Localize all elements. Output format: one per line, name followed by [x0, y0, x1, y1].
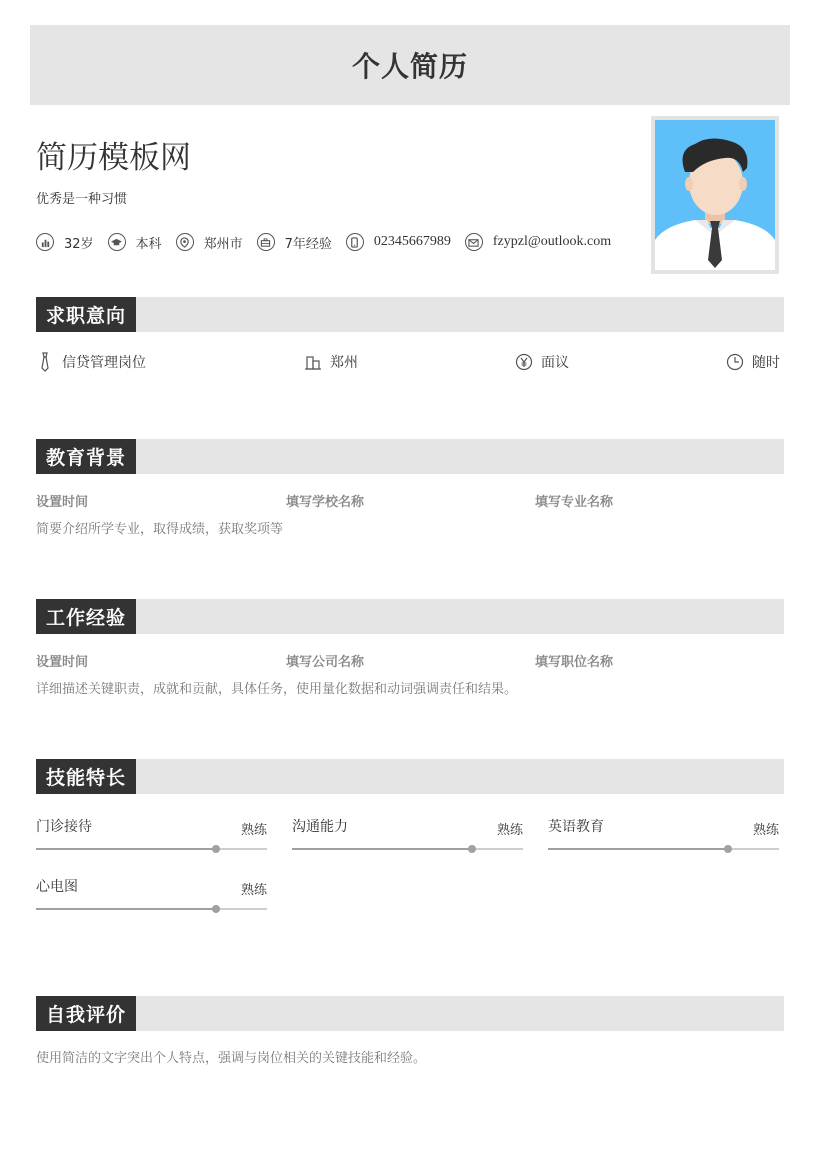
- info-experience: [257, 233, 332, 252]
- intent-salary: [515, 352, 569, 372]
- section-self-eval: [36, 996, 784, 1031]
- intent-city-text: 郑州: [330, 355, 358, 371]
- skill-level: 熟练: [240, 883, 267, 898]
- info-age-text: 32岁: [64, 236, 94, 252]
- yen-icon: [515, 353, 533, 371]
- skill-name: 心电图: [36, 879, 78, 895]
- skill-item: [292, 816, 523, 856]
- section-education: [36, 439, 784, 474]
- self-eval-text: 使用简洁的文字突出个人特点，强调与岗位相关的关键技能和经验。: [36, 1051, 427, 1066]
- info-degree: [108, 233, 162, 252]
- page-title-banner: [30, 25, 790, 105]
- intent-availability: [726, 352, 780, 372]
- section-work-title: 工作经验: [36, 599, 136, 634]
- basic-info-row: [36, 232, 625, 252]
- bar-chart-icon: [36, 233, 54, 251]
- info-phone: [346, 233, 451, 251]
- skill-progress-track: [36, 848, 267, 850]
- skill-progress-fill: [36, 908, 216, 910]
- intent-position: [36, 352, 146, 372]
- intent-availability-text: 随时: [752, 355, 780, 371]
- work-position: 填写职位名称: [535, 655, 614, 670]
- skill-progress-fill: [292, 848, 472, 850]
- info-degree-text: 本科: [135, 236, 162, 252]
- location-pin-icon: [176, 233, 194, 251]
- section-education-title: 教育背景: [36, 439, 136, 474]
- skill-progress-knob: [212, 905, 220, 913]
- info-city: [176, 233, 243, 252]
- mail-icon: [465, 233, 483, 251]
- section-skills: [36, 759, 784, 794]
- skill-name: 门诊接待: [36, 819, 92, 835]
- skill-name: 沟通能力: [292, 819, 348, 835]
- info-phone-text: 02345667989: [373, 234, 451, 249]
- intent-position-text: 信贷管理岗位: [62, 355, 146, 371]
- skill-progress-fill: [36, 848, 216, 850]
- work-time: 设置时间: [36, 655, 89, 670]
- skill-item: [36, 816, 267, 856]
- education-description: 简要介绍所学专业，取得成绩，获取奖项等: [36, 522, 284, 537]
- building-icon: [304, 353, 322, 371]
- skill-item: [36, 876, 267, 916]
- info-age: [36, 233, 94, 252]
- page-title: 个人简历: [351, 50, 468, 83]
- education-time: 设置时间: [36, 495, 89, 510]
- info-email: [465, 233, 611, 251]
- intent-salary-text: 面议: [541, 355, 569, 371]
- info-city-text: 郑州市: [203, 236, 243, 252]
- skill-level: 熟练: [752, 823, 779, 838]
- section-self-eval-title: 自我评价: [36, 996, 136, 1031]
- section-intent-title: 求职意向: [36, 297, 136, 332]
- skill-progress-fill: [548, 848, 728, 850]
- work-description: 详细描述关键职责，成就和贡献，具体任务，使用量化数据和动词强调责任和结果。: [36, 682, 518, 697]
- section-work: [36, 599, 784, 634]
- graduation-cap-icon: [108, 233, 126, 251]
- briefcase-icon: [257, 233, 275, 251]
- skill-item: [548, 816, 779, 856]
- skill-progress-knob: [212, 845, 220, 853]
- skill-progress-track: [548, 848, 779, 850]
- section-skills-title: 技能特长: [36, 759, 136, 794]
- info-experience-text: 7年经验: [284, 236, 332, 252]
- education-major: 填写专业名称: [535, 495, 614, 510]
- tie-icon: [36, 352, 54, 372]
- skill-level: 熟练: [496, 823, 523, 838]
- intent-city: [304, 352, 358, 372]
- candidate-motto: 优秀是一种习惯: [36, 192, 128, 207]
- skill-progress-track: [36, 908, 267, 910]
- skill-progress-knob: [724, 845, 732, 853]
- info-email-text: fzypzl@outlook.com: [492, 234, 612, 249]
- candidate-name: 简历模板网: [36, 140, 191, 176]
- avatar-icon: [655, 120, 775, 270]
- work-company: 填写公司名称: [286, 655, 365, 670]
- education-school: 填写学校名称: [286, 495, 365, 510]
- phone-icon: [346, 233, 364, 251]
- skill-name: 英语教育: [548, 819, 604, 835]
- skill-level: 熟练: [240, 823, 267, 838]
- skill-progress-track: [292, 848, 523, 850]
- avatar-photo: [651, 116, 779, 274]
- clock-icon: [726, 353, 744, 371]
- skill-progress-knob: [468, 845, 476, 853]
- section-intent: [36, 297, 784, 332]
